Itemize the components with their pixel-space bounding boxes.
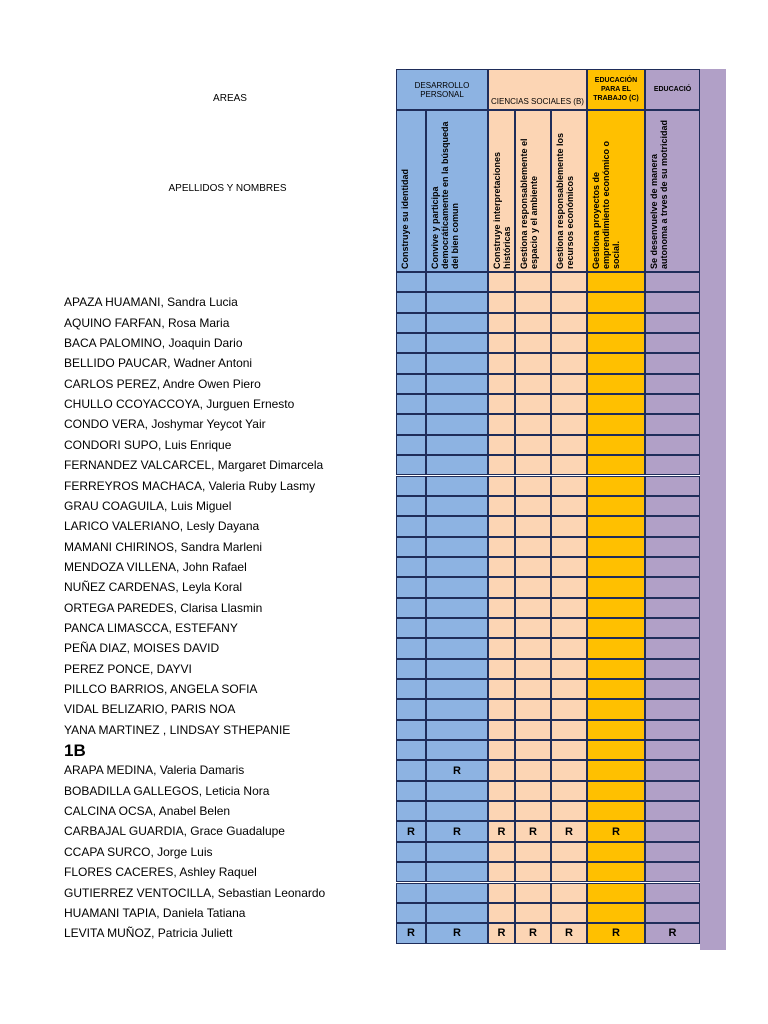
grade-cell[interactable] xyxy=(426,883,488,903)
grade-cell[interactable] xyxy=(426,496,488,516)
grade-cell[interactable] xyxy=(426,476,488,496)
competency-header-cell xyxy=(645,110,700,272)
grade-cell[interactable] xyxy=(488,801,515,821)
grade-cell[interactable] xyxy=(645,313,700,333)
competency-header-cell xyxy=(426,110,488,272)
grade-cell[interactable] xyxy=(645,862,700,882)
grade-cell[interactable] xyxy=(551,272,587,292)
grade-cell[interactable] xyxy=(587,801,645,821)
grade-cell[interactable] xyxy=(396,557,426,577)
grade-cell[interactable] xyxy=(396,476,426,496)
grade-cell[interactable] xyxy=(551,883,587,903)
grade-cell[interactable] xyxy=(515,760,551,780)
grade-cell[interactable] xyxy=(587,414,645,434)
grade-cell[interactable] xyxy=(587,557,645,577)
grade-cell[interactable] xyxy=(587,516,645,536)
grade-cell[interactable] xyxy=(645,455,700,475)
student-name: GUTIERREZ VENTOCILLA, Sebastian Leonardo xyxy=(64,885,326,900)
student-name: ORTEGA PAREDES, Clarisa Llasmin xyxy=(64,600,263,615)
grade-cell[interactable] xyxy=(515,781,551,801)
student-name: PILLCO BARRIOS, ANGELA SOFIA xyxy=(64,682,258,696)
grade-cell[interactable] xyxy=(426,414,488,434)
student-name: GRAU COAGUILA, Luis Miguel xyxy=(64,498,232,513)
grade-cell[interactable] xyxy=(551,801,587,821)
grade-cell[interactable] xyxy=(645,801,700,821)
grade-cell[interactable] xyxy=(587,883,645,903)
grade-cell[interactable] xyxy=(587,903,645,923)
grade-cell[interactable] xyxy=(488,557,515,577)
grade-cell[interactable] xyxy=(515,272,551,292)
grade-cell[interactable] xyxy=(396,435,426,455)
grade-cell[interactable] xyxy=(488,353,515,373)
grade-cell[interactable] xyxy=(587,842,645,862)
grade-cell[interactable] xyxy=(426,292,488,312)
grade-cell[interactable] xyxy=(645,699,700,719)
grade-cell[interactable] xyxy=(426,537,488,557)
grade-cell[interactable]: R xyxy=(551,821,587,841)
grade-cell[interactable] xyxy=(551,333,587,353)
grade-cell[interactable] xyxy=(587,292,645,312)
grade-cell[interactable]: R xyxy=(645,923,700,943)
grade-cell[interactable] xyxy=(515,903,551,923)
grade-cell[interactable] xyxy=(587,455,645,475)
grade-cell[interactable] xyxy=(396,679,426,699)
grade-cell[interactable] xyxy=(426,272,488,292)
student-name: CARBAJAL GUARDIA, Grace Guadalupe xyxy=(64,824,285,839)
grade-cell[interactable] xyxy=(396,883,426,903)
area-header-educacion-trabajo: EDUCACIÓN PARA EL TRABAJO (C) xyxy=(587,69,645,110)
grade-cell[interactable] xyxy=(488,598,515,618)
student-name: PEREZ PONCE, DAYVI xyxy=(64,661,192,676)
grade-cell[interactable] xyxy=(645,720,700,740)
grade-cell[interactable] xyxy=(426,638,488,658)
grade-cell[interactable] xyxy=(587,353,645,373)
grade-cell[interactable] xyxy=(645,333,700,353)
grade-cell[interactable] xyxy=(515,435,551,455)
competency-label: Se desenvuelve de manera autonoma a trves de su motricidad xyxy=(649,119,669,269)
grade-cell[interactable]: R xyxy=(515,923,551,943)
grade-cell[interactable] xyxy=(396,781,426,801)
grade-cell[interactable] xyxy=(426,679,488,699)
grade-cell[interactable] xyxy=(396,903,426,923)
grade-cell[interactable] xyxy=(587,699,645,719)
grade-cell[interactable] xyxy=(515,862,551,882)
grade-cell[interactable] xyxy=(396,862,426,882)
grade-cell[interactable] xyxy=(645,679,700,699)
student-name: AQUINO FARFAN, Rosa Maria xyxy=(64,315,230,330)
student-name: MAMANI CHIRINOS, Sandra Marleni xyxy=(64,539,263,554)
grade-cell[interactable] xyxy=(396,699,426,719)
student-name: BACA PALOMINO, Joaquin Dario xyxy=(64,336,243,351)
grade-cell[interactable] xyxy=(645,292,700,312)
competency-header-cell xyxy=(488,110,515,272)
grade-cell[interactable] xyxy=(515,353,551,373)
grade-cell[interactable] xyxy=(396,720,426,740)
grade-cell[interactable] xyxy=(551,903,587,923)
grade-cell[interactable] xyxy=(488,699,515,719)
grade-cell[interactable] xyxy=(488,272,515,292)
grade-cell[interactable] xyxy=(396,598,426,618)
grade-cell[interactable] xyxy=(396,516,426,536)
grade-cell[interactable]: R xyxy=(426,923,488,943)
grade-cell[interactable] xyxy=(488,374,515,394)
student-name: HUAMANI TAPIA, Daniela Tatiana xyxy=(64,905,246,920)
grade-cell[interactable] xyxy=(645,598,700,618)
grade-cell[interactable] xyxy=(426,435,488,455)
grade-cell[interactable] xyxy=(426,516,488,536)
grade-cell[interactable] xyxy=(426,455,488,475)
grade-cell[interactable] xyxy=(645,618,700,638)
student-name: CARLOS PEREZ, Andre Owen Piero xyxy=(64,376,261,391)
grade-cell[interactable] xyxy=(515,740,551,760)
grade-cell[interactable] xyxy=(587,679,645,699)
purple-side-band xyxy=(700,69,726,950)
grade-cell[interactable] xyxy=(488,903,515,923)
grade-cell[interactable] xyxy=(488,414,515,434)
grade-cell[interactable] xyxy=(551,414,587,434)
grade-cell[interactable] xyxy=(587,638,645,658)
grade-cell[interactable] xyxy=(396,537,426,557)
grade-cell[interactable] xyxy=(396,313,426,333)
student-name: CONDO VERA, Joshymar Yeycot Yair xyxy=(64,417,266,432)
grade-cell[interactable] xyxy=(645,435,700,455)
grade-cell[interactable] xyxy=(551,435,587,455)
grade-cell[interactable] xyxy=(515,476,551,496)
grade-cell[interactable] xyxy=(515,618,551,638)
grade-cell[interactable]: R xyxy=(551,923,587,943)
competency-label: Construye su identidad xyxy=(400,168,410,269)
grade-cell[interactable] xyxy=(426,740,488,760)
area-header-educacion: EDUCACIÓ xyxy=(645,69,700,110)
grade-cell[interactable] xyxy=(551,496,587,516)
grade-cell[interactable]: R xyxy=(426,821,488,841)
grade-cell[interactable] xyxy=(396,272,426,292)
competency-header-cell xyxy=(396,110,426,272)
grade-cell[interactable] xyxy=(515,292,551,312)
grade-cell[interactable] xyxy=(426,720,488,740)
grade-cell[interactable] xyxy=(396,577,426,597)
competency-label: Convive y participa democráticamente en la búsqueda del bien comun xyxy=(430,121,460,269)
grade-cell[interactable] xyxy=(645,557,700,577)
grade-cell[interactable] xyxy=(396,394,426,414)
grade-cell[interactable] xyxy=(396,659,426,679)
grade-cell[interactable] xyxy=(551,394,587,414)
grade-cell[interactable] xyxy=(426,659,488,679)
grade-cell[interactable] xyxy=(587,476,645,496)
grade-cell[interactable] xyxy=(551,292,587,312)
competency-header-cell xyxy=(551,110,587,272)
grade-cell[interactable] xyxy=(426,842,488,862)
grade-cell[interactable] xyxy=(488,577,515,597)
grade-cell[interactable]: R xyxy=(587,821,645,841)
grade-cell[interactable] xyxy=(551,842,587,862)
grade-cell[interactable] xyxy=(426,394,488,414)
grade-cell[interactable] xyxy=(396,842,426,862)
grade-cell[interactable] xyxy=(551,638,587,658)
grade-cell[interactable]: R xyxy=(426,760,488,780)
grade-cell[interactable] xyxy=(551,598,587,618)
grade-cell[interactable] xyxy=(426,618,488,638)
grade-cell[interactable] xyxy=(396,414,426,434)
grade-cell[interactable] xyxy=(645,272,700,292)
grade-cell[interactable] xyxy=(551,557,587,577)
grade-cell[interactable] xyxy=(488,516,515,536)
grade-cell[interactable] xyxy=(515,842,551,862)
competency-header-cell xyxy=(587,110,645,272)
grade-cell[interactable] xyxy=(515,516,551,536)
grade-cell[interactable] xyxy=(488,455,515,475)
student-name: CCAPA SURCO, Jorge Luis xyxy=(64,844,213,859)
grade-cell[interactable] xyxy=(645,414,700,434)
grade-cell[interactable] xyxy=(551,781,587,801)
grade-cell[interactable] xyxy=(488,537,515,557)
grade-cell[interactable] xyxy=(587,781,645,801)
grade-cell[interactable] xyxy=(551,618,587,638)
student-name: VIDAL BELIZARIO, PARIS NOA xyxy=(64,702,236,717)
grade-cell[interactable] xyxy=(551,740,587,760)
section-label: 1B xyxy=(64,741,86,761)
grade-cell[interactable] xyxy=(396,496,426,516)
grade-cell[interactable] xyxy=(645,659,700,679)
grade-cell[interactable]: R xyxy=(488,821,515,841)
grade-cell[interactable] xyxy=(488,292,515,312)
student-name: MENDOZA VILLENA, John Rafael xyxy=(64,559,247,574)
grade-cell[interactable] xyxy=(515,598,551,618)
grade-cell[interactable] xyxy=(587,760,645,780)
student-name: BOBADILLA GALLEGOS, Leticia Nora xyxy=(64,783,270,798)
grade-cell[interactable] xyxy=(587,435,645,455)
grade-cell[interactable] xyxy=(488,435,515,455)
student-name: YANA MARTINEZ , LINDSAY STHEPANIE xyxy=(64,722,291,737)
grade-cell[interactable] xyxy=(551,699,587,719)
grade-cell[interactable] xyxy=(551,374,587,394)
grade-cell[interactable] xyxy=(515,313,551,333)
grade-cell[interactable] xyxy=(515,414,551,434)
grade-cell[interactable]: R xyxy=(488,923,515,943)
grade-cell[interactable] xyxy=(645,537,700,557)
grade-cell[interactable] xyxy=(645,476,700,496)
grade-cell[interactable] xyxy=(488,476,515,496)
grade-cell[interactable] xyxy=(587,618,645,638)
grade-cell[interactable] xyxy=(488,659,515,679)
student-name: LARICO VALERIANO, Lesly Dayana xyxy=(64,519,260,534)
grade-cell[interactable] xyxy=(515,659,551,679)
grade-cell[interactable] xyxy=(587,537,645,557)
grade-cell[interactable] xyxy=(551,720,587,740)
grade-cell[interactable] xyxy=(551,537,587,557)
grade-cell[interactable] xyxy=(645,496,700,516)
student-name: FERREYROS MACHACA, Valeria Ruby Lasmy xyxy=(64,478,316,493)
grade-cell[interactable] xyxy=(645,903,700,923)
grade-cell[interactable] xyxy=(645,883,700,903)
grade-cell[interactable] xyxy=(396,740,426,760)
grade-cell[interactable] xyxy=(515,496,551,516)
grade-cell[interactable] xyxy=(515,699,551,719)
grade-cell[interactable] xyxy=(515,577,551,597)
grade-cell[interactable] xyxy=(587,862,645,882)
student-name: PANCA LIMASCCA, ESTEFANY xyxy=(64,620,238,635)
grade-cell[interactable] xyxy=(426,577,488,597)
student-name: CHULLO CCOYACCOYA, Jurguen Ernesto xyxy=(64,397,295,412)
grade-cell[interactable] xyxy=(551,760,587,780)
grade-cell[interactable] xyxy=(488,720,515,740)
grade-cell[interactable] xyxy=(426,699,488,719)
grade-cell[interactable] xyxy=(551,476,587,496)
grade-cell[interactable] xyxy=(426,333,488,353)
grade-cell[interactable] xyxy=(645,821,700,841)
grade-cell[interactable] xyxy=(587,272,645,292)
grade-cell[interactable] xyxy=(645,638,700,658)
grade-cell[interactable] xyxy=(426,374,488,394)
grade-cell[interactable] xyxy=(426,781,488,801)
grade-cell[interactable] xyxy=(488,496,515,516)
student-name: BELLIDO PAUCAR, Wadner Antoni xyxy=(64,356,253,371)
grade-cell[interactable] xyxy=(396,801,426,821)
areas-label: AREAS xyxy=(213,93,247,104)
grade-cell[interactable] xyxy=(645,374,700,394)
competency-label: Gestiona responsablemente el espacio y el ambiente xyxy=(519,138,539,269)
names-header: APELLIDOS Y NOMBRES xyxy=(168,183,287,194)
grade-cell[interactable] xyxy=(426,557,488,577)
grade-cell[interactable] xyxy=(396,292,426,312)
grade-cell[interactable] xyxy=(488,313,515,333)
student-name: NUÑEZ CARDENAS, Leyla Koral xyxy=(64,580,243,595)
grade-cell[interactable] xyxy=(645,842,700,862)
grade-cell[interactable] xyxy=(645,577,700,597)
grade-cell[interactable] xyxy=(645,781,700,801)
grade-cell[interactable] xyxy=(645,740,700,760)
grade-cell[interactable] xyxy=(645,516,700,536)
grade-cell[interactable] xyxy=(396,353,426,373)
grade-cell[interactable] xyxy=(645,394,700,414)
student-name: APAZA HUAMANI, Sandra Lucia xyxy=(64,295,238,310)
grade-cell[interactable] xyxy=(396,638,426,658)
student-name: CALCINA OCSA, Anabel Belen xyxy=(64,804,231,819)
area-header-desarrollo-personal: DESARROLLO PERSONAL xyxy=(396,69,488,110)
student-name: FERNANDEZ VALCARCEL, Margaret Dimarcela xyxy=(64,458,324,473)
grade-cell[interactable] xyxy=(551,313,587,333)
student-name: ARAPA MEDINA, Valeria Damaris xyxy=(64,763,245,778)
grade-cell[interactable] xyxy=(426,313,488,333)
grade-cell[interactable] xyxy=(515,557,551,577)
student-name: PEÑA DIAZ, MOISES DAVID xyxy=(64,641,220,656)
grade-cell[interactable] xyxy=(488,740,515,760)
grade-cell[interactable]: R xyxy=(396,923,426,943)
grade-cell[interactable] xyxy=(587,374,645,394)
grade-cell[interactable] xyxy=(426,903,488,923)
grade-cell[interactable] xyxy=(551,353,587,373)
grade-cell[interactable] xyxy=(515,333,551,353)
grade-cell[interactable] xyxy=(396,618,426,638)
grade-cell[interactable] xyxy=(488,638,515,658)
grade-cell[interactable] xyxy=(587,496,645,516)
grade-cell[interactable] xyxy=(587,313,645,333)
grade-cell[interactable]: R xyxy=(396,821,426,841)
grade-cell[interactable] xyxy=(488,862,515,882)
grade-cell[interactable] xyxy=(515,720,551,740)
grade-cell[interactable] xyxy=(488,618,515,638)
grade-cell[interactable] xyxy=(488,333,515,353)
competency-header-cell xyxy=(515,110,551,272)
student-name: CONDORI SUPO, Luis Enrique xyxy=(64,437,232,452)
grade-cell[interactable] xyxy=(515,374,551,394)
grade-cell[interactable] xyxy=(515,455,551,475)
grade-cell[interactable] xyxy=(426,353,488,373)
grade-cell[interactable] xyxy=(515,883,551,903)
grade-cell[interactable] xyxy=(587,577,645,597)
grade-cell[interactable] xyxy=(587,659,645,679)
grade-cell[interactable]: R xyxy=(587,923,645,943)
grade-cell[interactable] xyxy=(515,537,551,557)
grade-cell[interactable] xyxy=(587,598,645,618)
grade-cell[interactable] xyxy=(396,333,426,353)
grade-cell[interactable] xyxy=(396,760,426,780)
grade-cell[interactable] xyxy=(488,842,515,862)
competency-label: Gestiona responsablemente los recursos económicos xyxy=(555,132,575,269)
grade-cell[interactable] xyxy=(551,659,587,679)
grade-cell[interactable] xyxy=(426,598,488,618)
grade-cell[interactable] xyxy=(488,883,515,903)
grade-cell[interactable] xyxy=(426,801,488,821)
grade-cell[interactable] xyxy=(515,394,551,414)
student-name: LEVITA MUÑOZ, Patricia Juliett xyxy=(64,926,233,941)
grade-cell[interactable] xyxy=(488,394,515,414)
grade-cell[interactable] xyxy=(396,455,426,475)
grade-cell[interactable] xyxy=(587,740,645,760)
grade-cell[interactable] xyxy=(551,679,587,699)
grade-cell[interactable] xyxy=(488,760,515,780)
grade-cell[interactable] xyxy=(645,353,700,373)
area-header-ciencias-sociales: CIENCIAS SOCIALES (B) xyxy=(488,69,587,110)
grade-cell[interactable] xyxy=(426,862,488,882)
grade-cell[interactable] xyxy=(587,394,645,414)
competency-label: Gestiona proyectos de emprendimiento económico o social. xyxy=(591,140,621,269)
grade-cell[interactable] xyxy=(587,720,645,740)
grade-cell[interactable] xyxy=(551,577,587,597)
grade-cell[interactable] xyxy=(645,760,700,780)
grade-cell[interactable] xyxy=(551,516,587,536)
student-name: FLORES CACERES, Ashley Raquel xyxy=(64,865,257,880)
grade-cell[interactable] xyxy=(551,455,587,475)
grade-cell[interactable] xyxy=(587,333,645,353)
grade-cell[interactable] xyxy=(396,374,426,394)
grade-cell[interactable] xyxy=(515,801,551,821)
grade-cell[interactable] xyxy=(488,679,515,699)
grade-cell[interactable] xyxy=(515,638,551,658)
competency-label: Construye interpretaciones históricas xyxy=(492,151,512,269)
grade-cell[interactable] xyxy=(515,679,551,699)
grade-cell[interactable] xyxy=(551,862,587,882)
grade-cell[interactable] xyxy=(488,781,515,801)
grade-cell[interactable]: R xyxy=(515,821,551,841)
